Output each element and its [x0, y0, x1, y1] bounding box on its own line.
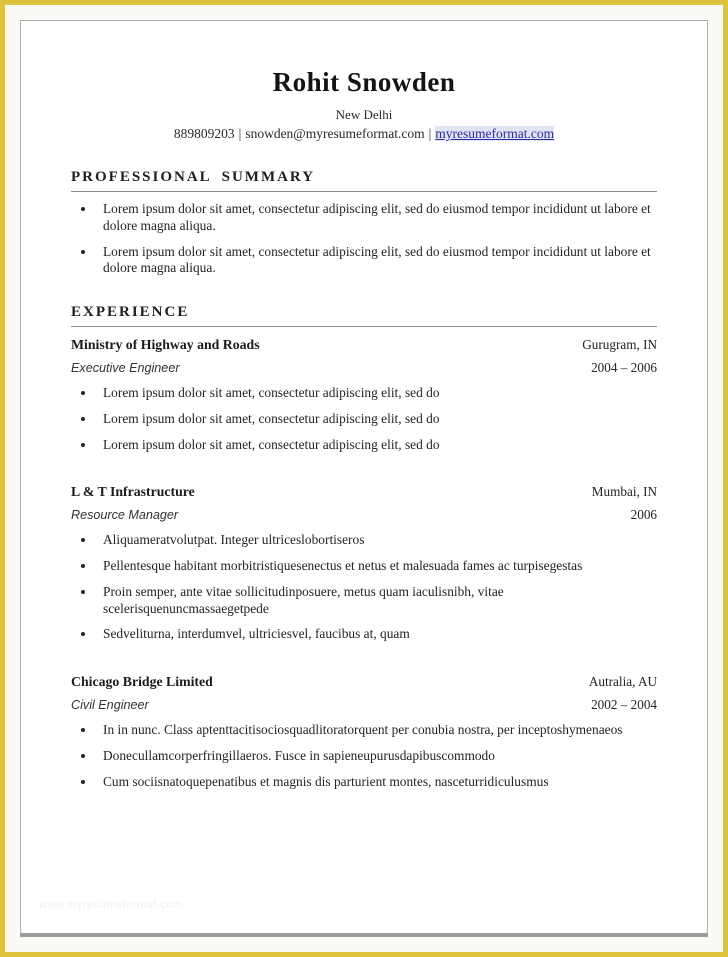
person-city: New Delhi [335, 107, 393, 123]
job-bullet-list [71, 532, 657, 643]
job-location: Autralia, AU [588, 674, 657, 690]
job-bullet: • In in nunc. Class aptenttacitisociosquadlitoratorquent per conubia nostra, per inceptoshymenaeos [96, 722, 657, 739]
job-location: Gurugram, IN [582, 337, 657, 353]
experience-section [71, 304, 657, 790]
job-bullet: • Donecullamcorperfringillaeros. Fusce in sapieneupurusdapibuscommodo [96, 748, 657, 765]
job-dates: 2004 – 2006 [591, 360, 657, 376]
company-row [71, 484, 657, 500]
company-row [71, 674, 657, 690]
contact-line [71, 126, 657, 142]
job-bullet: • Lorem ipsum dolor sit amet, consectetur adipiscing elit, sed do [96, 385, 657, 402]
website-link[interactable]: myresumeformat.com [435, 126, 555, 142]
job-bullet: • Cum sociisnatoquepenatibus et magnis dis parturient montes, nasceturridiculusmus [96, 774, 657, 791]
summary-heading: PROFESSIONAL SUMMARY [71, 169, 657, 192]
contact-separator: | [428, 126, 432, 142]
professional-summary-section [71, 169, 657, 277]
job-title: Resource Manager [71, 508, 179, 523]
experience-entry [71, 337, 657, 453]
job-bullet: • Lorem ipsum dolor sit amet, consectetur adipiscing elit, sed do [96, 411, 657, 428]
experience-heading: EXPERIENCE [71, 304, 657, 327]
summary-bullet-list [71, 201, 657, 277]
resume-page [20, 20, 708, 937]
job-bullet: • Sedveliturna, interdumvel, ultriciesvel, faucibus at, quam [96, 626, 657, 643]
company-name: Ministry of Highway and Roads [71, 337, 260, 353]
job-dates: 2006 [630, 507, 657, 523]
job-bullet-list [71, 722, 657, 790]
experience-entries [71, 337, 657, 790]
watermark-text: www.myresumeformat.com [39, 899, 183, 911]
email-address: snowden@myresumeformat.com [245, 126, 425, 142]
job-bullet: • Pellentesque habitant morbitristiquesenectus et netus et malesuada fames ac turpisegestas [96, 558, 657, 575]
job-title: Executive Engineer [71, 361, 180, 376]
title-row [71, 360, 657, 376]
experience-entry [71, 674, 657, 790]
job-bullet: • Proin semper, ante vitae sollicitudinposuere, metus quam iaculisnibh, vitae scelerisquenuncmassaegetpede [96, 584, 657, 618]
job-dates: 2002 – 2004 [591, 697, 657, 713]
summary-bullet: • Lorem ipsum dolor sit amet, consectetur adipiscing elit, sed do eiusmod tempor incididunt ut labore et dolore magna aliqua. [96, 244, 657, 278]
experience-entry [71, 484, 657, 643]
company-name: L & T Infrastructure [71, 484, 195, 500]
job-location: Mumbai, IN [591, 484, 657, 500]
company-row [71, 337, 657, 353]
phone-number: 889809203 [173, 126, 235, 142]
title-row [71, 697, 657, 713]
job-bullet: • Aliquameratvolutpat. Integer ultriceslobortiseros [96, 532, 657, 549]
job-title: Civil Engineer [71, 698, 149, 713]
job-bullet-list [71, 385, 657, 453]
title-row [71, 507, 657, 523]
person-name: Rohit Snowden [272, 67, 456, 97]
summary-bullet: • Lorem ipsum dolor sit amet, consectetur adipiscing elit, sed do eiusmod tempor incididunt ut labore et dolore magna aliqua. [96, 201, 657, 235]
contact-separator: | [238, 126, 242, 142]
company-name: Chicago Bridge Limited [71, 674, 213, 690]
job-bullet: • Lorem ipsum dolor sit amet, consectetur adipiscing elit, sed do [96, 437, 657, 454]
resume-header [71, 67, 657, 142]
